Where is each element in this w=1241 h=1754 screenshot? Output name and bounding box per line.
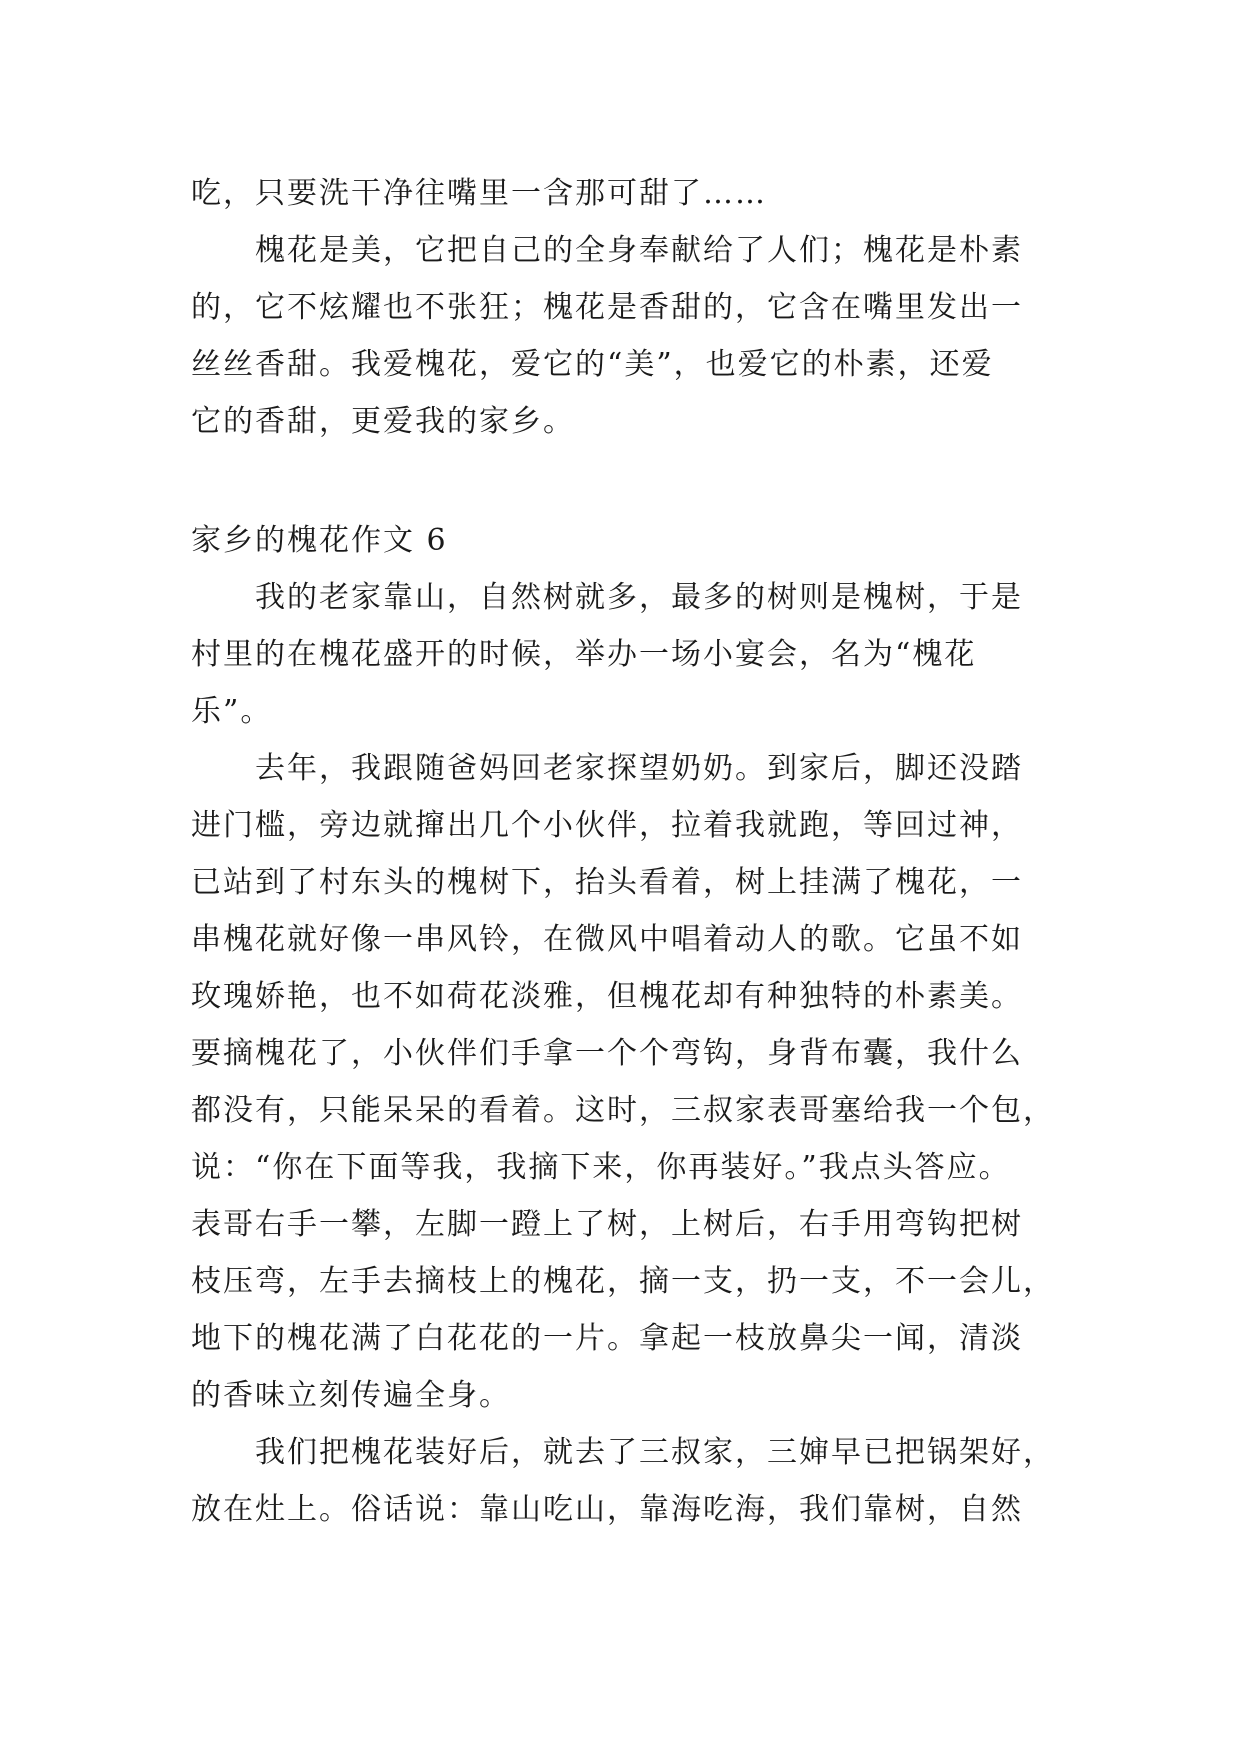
text-line: 要摘槐花了，小伙伴们手拿一个个弯钩，身背布囊，我什么 [191,1036,1023,1071]
text-line: 的香味立刻传遍全身。 [191,1378,511,1413]
text-line: 地下的槐花满了白花花的一片。拿起一枝放鼻尖一闻，清淡 [191,1321,1023,1356]
text-line: 乐”。 [191,694,273,729]
text-line: 玫瑰娇艳，也不如荷花淡雅，但槐花却有种独特的朴素美。 [191,979,1023,1014]
text-line: 都没有，只能呆呆的看着。这时，三叔家表哥塞给我一个包， [191,1093,1055,1128]
text-line: 村里的在槐花盛开的时候，举办一场小宴会，名为“槐花 [191,637,977,672]
text-line: 表哥右手一攀，左脚一蹬上了树，上树后，右手用弯钩把树 [191,1207,1023,1242]
text-line: 它的香甜，更爱我的家乡。 [191,404,575,439]
text-line: 进门槛，旁边就撺出几个小伙伴，拉着我就跑，等回过神， [191,808,1023,843]
paragraph-first-line: 去年，我跟随爸妈回老家探望奶奶。到家后，脚还没踏 [255,751,1023,786]
text-line: 串槐花就好像一串风铃，在微风中唱着动人的歌。它虽不如 [191,922,1023,957]
paragraph-first-line: 我的老家靠山，自然树就多，最多的树则是槐树，于是 [255,580,1023,615]
text-line: 说：“你在下面等我，我摘下来，你再装好。”我点头答应。 [191,1150,1011,1185]
text-line: 的，它不炫耀也不张狂；槐花是香甜的，它含在嘴里发出一 [191,290,1023,325]
text-line: 放在灶上。俗话说：靠山吃山，靠海吃海，我们靠树，自然 [191,1492,1023,1527]
text-line: 枝压弯，左手去摘枝上的槐花，摘一支，扔一支，不一会儿， [191,1264,1055,1299]
text-line: 已站到了村东头的槐树下，抬头看着，树上挂满了槐花，一 [191,865,1023,900]
section-heading: 家乡的槐花作文 6 [191,523,448,558]
paragraph-first-line: 槐花是美，它把自己的全身奉献给了人们；槐花是朴素 [255,233,1023,268]
text-line: 吃，只要洗干净往嘴里一含那可甜了…… [191,176,767,211]
paragraph-first-line: 我们把槐花装好后，就去了三叔家，三婶早已把锅架好， [255,1435,1055,1470]
text-line: 丝丝香甜。我爱槐花，爱它的“美”，也爱它的朴素，还爱 [191,347,994,382]
